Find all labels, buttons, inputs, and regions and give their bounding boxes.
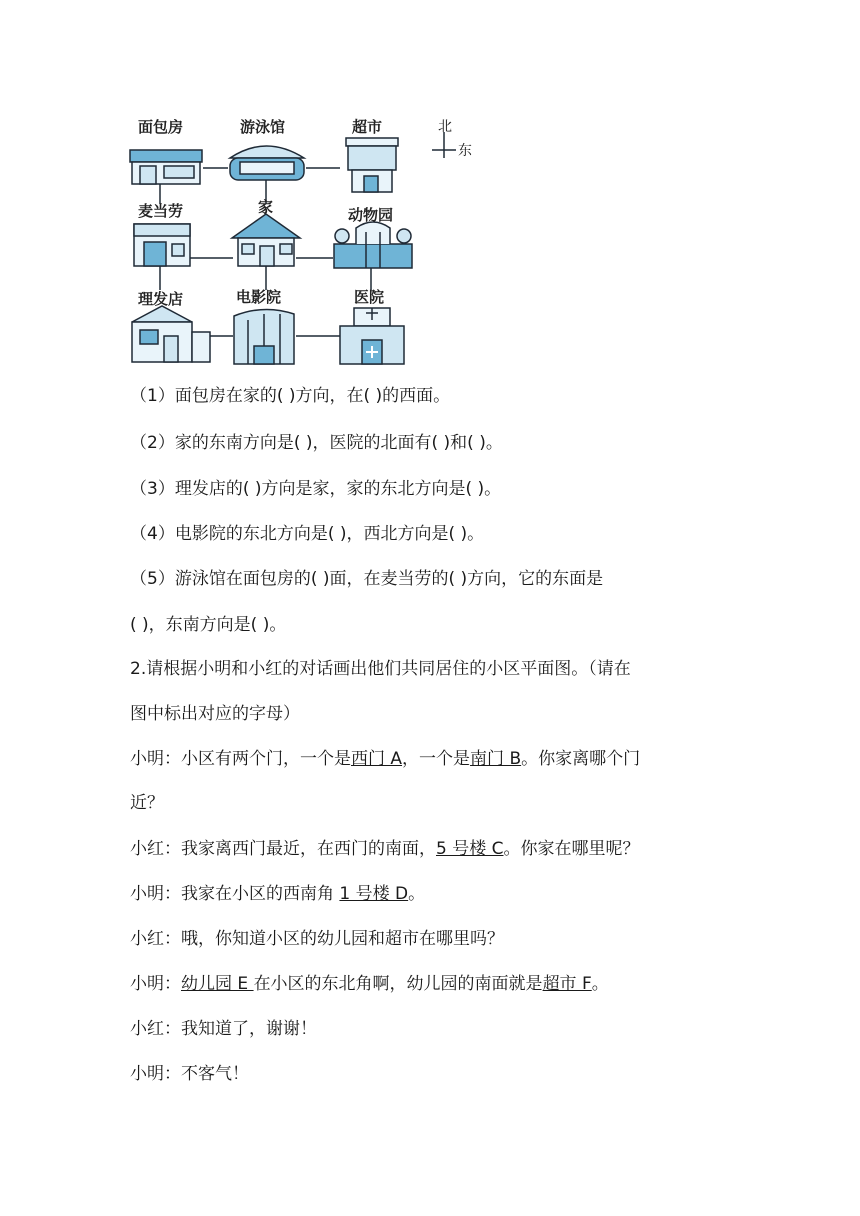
label-mcdonalds: 麦当劳 <box>138 202 184 220</box>
question-5-line2: ( )，东南方向是( )。 <box>130 615 287 635</box>
label-supermarket: 超市 <box>352 118 383 136</box>
home-building <box>232 214 300 266</box>
label-pool: 游泳馆 <box>240 118 286 136</box>
task2-instruction-line2: 图中标出对应的字母） <box>130 704 300 724</box>
label-barber: 理发店 <box>138 290 184 308</box>
label-hospital: 医院 <box>354 288 385 306</box>
city-map-figure <box>128 108 478 368</box>
label-home: 家 <box>258 198 274 216</box>
dialog-line-6: 小明：幼儿园 E 在小区的东北角啊，幼儿园的南面就是超市 F。 <box>130 974 609 994</box>
compass-east-label: 东 <box>458 143 472 159</box>
barber-building <box>132 306 210 362</box>
mcdonalds-building <box>134 224 190 266</box>
map-drawing <box>128 108 478 368</box>
question-4: （4）电影院的东北方向是( )，西北方向是( )。 <box>130 524 485 544</box>
building-1-d: 1 号楼 D <box>339 884 409 904</box>
label-bakery: 面包房 <box>138 118 184 136</box>
dialog-line-7: 小红：我知道了，谢谢！ <box>130 1019 317 1039</box>
dialog-line-5: 小红：哦，你知道小区的幼儿园和超市在哪里吗？ <box>130 929 504 949</box>
label-cinema: 电影院 <box>236 288 282 306</box>
hospital-building <box>340 308 404 364</box>
building-5-c: 5 号楼 C <box>436 839 504 859</box>
supermarket-building <box>346 138 398 192</box>
dialog-line-4: 小明：我家在小区的西南角 1 号楼 D。 <box>130 884 426 904</box>
question-5-line1: （5）游泳馆在面包房的( )面，在麦当劳的( )方向，它的东面是 <box>130 569 604 589</box>
supermarket-f: 超市 F <box>542 974 592 994</box>
question-1: （1）面包房在家的( )方向，在( )的西面。 <box>130 386 451 406</box>
dialog-line-2: 近？ <box>130 793 164 813</box>
dialog-line-3: 小红：我家离西门最近，在西门的南面，5 号楼 C。你家在哪里呢？ <box>130 839 640 859</box>
zoo-building <box>334 222 412 268</box>
dialog-line-1: 小明：小区有两个门，一个是西门 A，一个是南门 B。你家离哪个门 <box>130 749 641 769</box>
cinema-building <box>234 309 294 364</box>
dialog-line-8: 小明：不客气！ <box>130 1064 249 1084</box>
bakery-building <box>130 150 202 184</box>
pool-building <box>230 146 304 180</box>
kindergarten-e: 幼儿园 E <box>181 974 254 994</box>
label-zoo: 动物园 <box>348 206 394 224</box>
west-gate-a: 西门 A <box>351 749 403 769</box>
compass-north-label: 北 <box>438 119 452 135</box>
task2-instruction-line1: 2.请根据小明和小红的对话画出他们共同居住的小区平面图。（请在 <box>130 659 631 679</box>
south-gate-b: 南门 B <box>470 749 522 769</box>
question-2: （2）家的东南方向是( )，医院的北面有( )和( )。 <box>130 433 503 453</box>
question-3: （3）理发店的( )方向是家，家的东北方向是( )。 <box>130 479 502 499</box>
compass-rose <box>432 116 480 162</box>
